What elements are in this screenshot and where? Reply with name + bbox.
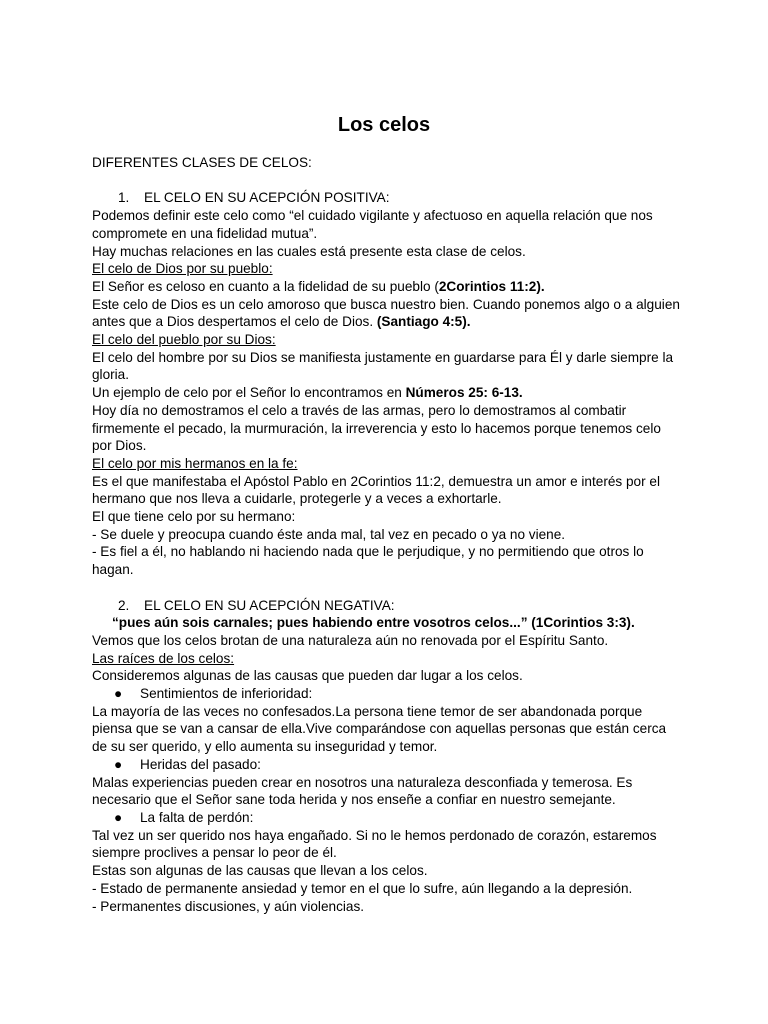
subsection-title: El celo por mis hermanos en la fe: bbox=[92, 455, 298, 471]
document-body bbox=[92, 154, 682, 915]
bullet-icon: ● bbox=[114, 686, 123, 702]
section1-heading-text: EL CELO EN SU ACEPCIÓN POSITIVA: bbox=[144, 190, 390, 206]
list-line: - Es fiel a él, no hablando ni haciendo nada que le perjudique, y no permitiendo que otros lo hagan. bbox=[92, 544, 644, 578]
subsection-title: Las raíces de los celos: bbox=[92, 650, 235, 666]
list-line: - Se duele y preocupa cuando éste anda mal, tal vez en pecado o ya no viene. bbox=[92, 526, 566, 542]
section2-paragraph: Vemos que los celos brotan de una naturaleza aún no renovada por el Espíritu Santo. bbox=[92, 632, 609, 648]
section1-number: 1. bbox=[118, 190, 130, 206]
bullet-label: Heridas del pasado: bbox=[140, 756, 261, 772]
section1-paragraph: Podemos definir este celo como “el cuidado vigilante y afectuoso en aquella relación que nos compromete en una fidelidad mutua”. bbox=[92, 208, 653, 241]
spacer bbox=[92, 579, 682, 597]
subsection-paragraph: Hoy día no demostramos el celo a través de las armas, pero lo demostramos al combatir firmemente el pecado, la murmuración, la irreverencia y esto lo hacemos porque tenemos celo por Dios. bbox=[92, 402, 661, 454]
intro-heading: DIFERENTES CLASES DE CELOS: bbox=[92, 155, 312, 170]
subsection-paragraph: hermano que nos lleva a cuidarle, protegerle y a veces a exhortarle. bbox=[92, 491, 502, 507]
subsection-paragraph: El que tiene celo por su hermano: bbox=[92, 509, 296, 525]
subsection-paragraph: El celo del hombre por su Dios se manifiesta justamente en guardarse para Él y darle siempre la gloria. bbox=[92, 349, 674, 383]
bullet-label: Sentimientos de inferioridad: bbox=[140, 686, 313, 702]
bullet-paragraph: La mayoría de las veces no confesados.La persona tiene temor de ser abandonada porque piensa que se van a cansar de ella.Vive comparándose con aquellas personas que están cerca de su ser querido, y ello aumenta su inseguridad y temor. bbox=[92, 703, 667, 755]
subsection-title bbox=[92, 331, 682, 349]
bullet-icon: ● bbox=[114, 809, 123, 825]
bullet-item bbox=[92, 685, 682, 703]
subsection-title: El celo de Dios por su pueblo: bbox=[92, 261, 273, 277]
section2-paragraph: Estas son algunas de las causas que llevan a los celos. bbox=[92, 863, 428, 879]
section2-paragraph: Consideremos algunas de las causas que pueden dar lugar a los celos. bbox=[92, 668, 523, 684]
section2-heading bbox=[92, 597, 682, 615]
section1-paragraph: Hay muchas relaciones en las cuales está presente esta clase de celos. bbox=[92, 243, 526, 259]
section2-heading-text: EL CELO EN SU ACEPCIÓN NEGATIVA: bbox=[144, 597, 395, 613]
bullet-label: La falta de perdón: bbox=[140, 809, 254, 825]
bullet-item bbox=[92, 809, 682, 827]
bible-quote: “pues aún sois carnales; pues habiendo entre vosotros celos...” (1Corintios 3:3). bbox=[112, 615, 635, 631]
subsection-title-text: El celo del pueblo por su Dios: bbox=[92, 332, 276, 348]
bullet-icon: ● bbox=[114, 756, 123, 772]
bullet-paragraph: Tal vez un ser querido nos haya engañado. Si no le hemos perdonado de corazón, estaremos siempre proclives a pensar lo peor de él. bbox=[92, 827, 657, 861]
spacer bbox=[92, 172, 682, 190]
bible-reference: Números 25: 6-13. bbox=[405, 385, 523, 401]
subsection-paragraph bbox=[92, 296, 682, 331]
list-line: - Permanentes discusiones, y aún violencias. bbox=[92, 898, 365, 914]
bible-reference: (Santiago 4:5). bbox=[376, 314, 471, 330]
section1-heading bbox=[92, 189, 682, 207]
subsection-paragraph: Es el que manifestaba el Apóstol Pablo en 2Corintios 11:2, demuestra un amor e interés por el bbox=[92, 473, 660, 489]
subsection-paragraph bbox=[92, 278, 682, 296]
paragraph-text: Este celo de Dios es un celo amoroso que busca nuestro bien. Cuando ponemos algo o a alguien antes que a Dios despertamos el celo de Dios. bbox=[92, 296, 680, 330]
bullet-paragraph: Malas experiencias pueden crear en nosotros una naturaleza desconfiada y temerosa. Es necesario que el Señor sane toda herida y nos enseñe a confiar en nuestro semejante. bbox=[92, 774, 633, 808]
list-line: - Estado de permanente ansiedad y temor en el que lo sufre, aún llegando a la depresión. bbox=[92, 880, 633, 896]
paragraph-text: Un ejemplo de celo por el Señor lo encontramos en bbox=[92, 385, 406, 401]
subsection-paragraph bbox=[92, 384, 682, 402]
section2-number: 2. bbox=[118, 597, 130, 613]
document-title: Los celos bbox=[337, 114, 431, 136]
bible-reference: 2Corintios 11:2). bbox=[438, 278, 545, 294]
bullet-item bbox=[92, 756, 682, 774]
paragraph-text: El Señor es celoso en cuanto a la fidelidad de su pueblo ( bbox=[92, 278, 439, 294]
